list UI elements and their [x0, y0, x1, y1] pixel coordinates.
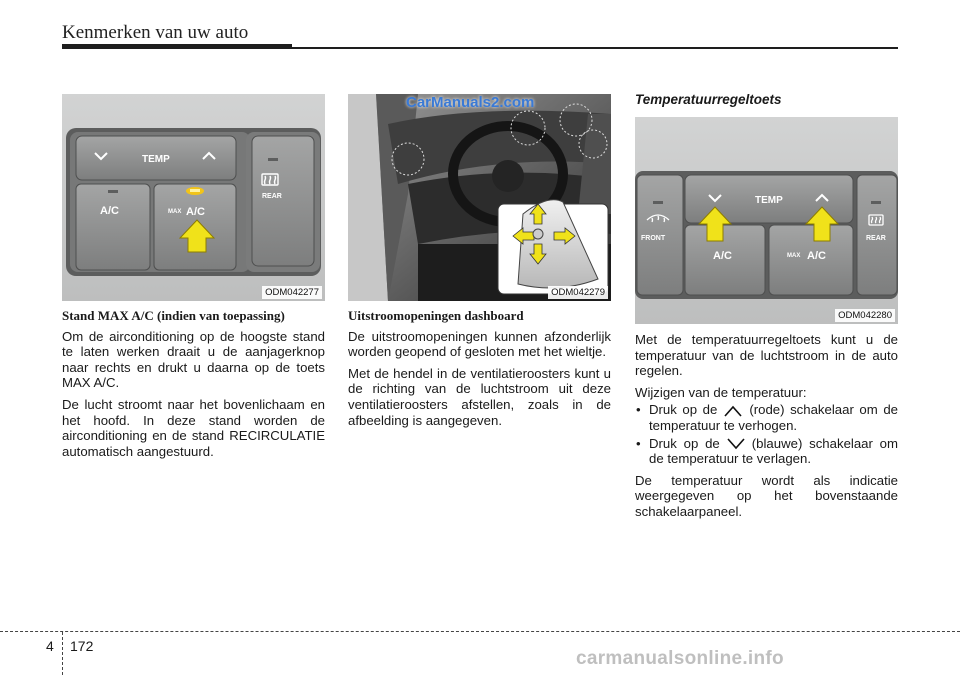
watermark-bottom: carmanualsonline.info: [576, 648, 784, 669]
figure-code: ODM042277: [262, 286, 322, 299]
paragraph: De uitstroomopeningen kunnen afzonderlijk worden geopend of gesloten met het wieltje.: [348, 328, 611, 360]
fig1-ac-label: A/C: [100, 205, 119, 217]
paragraph: Met de hendel in de ventilatieroosters kunt u de richting van de luchtstroom uit deze ventilatieroosters afstellen, zoals in de afbeelding is aangegeven.: [348, 365, 611, 428]
column-max-ac: [62, 308, 325, 465]
fig3-ac-label: A/C: [713, 250, 732, 262]
figure-dashboard-vents: [348, 94, 611, 301]
paragraph: Met de temperatuurregeltoets kunt u de temperatuur van de luchtstroom in de auto regelen.: [635, 332, 898, 379]
footer-divider: [62, 632, 63, 675]
header-line: [292, 47, 898, 49]
figure-temperature: [635, 117, 898, 324]
column-vents: [348, 308, 611, 434]
figure-max-ac: [62, 94, 325, 301]
chevron-up-icon: [723, 404, 743, 418]
fig3-maxac-label: A/C: [807, 250, 826, 262]
fig3-temp-label: TEMP: [755, 195, 783, 206]
header-title: Kenmerken van uw auto: [62, 22, 249, 43]
section-heading-temperature: Temperatuurregeltoets: [635, 92, 782, 107]
section-heading: Stand MAX A/C (indien van toepassing): [62, 308, 285, 323]
figure-code: ODM042279: [548, 286, 608, 299]
page-number: 172: [70, 638, 94, 654]
watermark-top: CarManuals2.com: [406, 94, 535, 111]
fig3-rear-label: REAR: [866, 235, 886, 242]
fig1-maxac-label: A/C: [186, 206, 205, 218]
fig3-front-label: FRONT: [641, 235, 666, 242]
paragraph: Om de airconditioning op de hoogste stand te laten werken draait u de aanjagerknop naar rechts en drukt u daarna op de toets MAX A/C.: [62, 328, 325, 391]
footer-line: [0, 631, 960, 632]
section-heading: Uitstroomopeningen dashboard: [348, 308, 524, 323]
fig3-max-label: MAX: [787, 253, 801, 259]
bullet-list: [635, 402, 898, 466]
fig1-max-label: MAX: [168, 209, 182, 215]
list-item: • Druk op de (rode) schakelaar om de temperatuur te verhogen.: [635, 402, 898, 433]
paragraph: De temperatuur wordt als indicatie weergegeven op het bovenstaande schakelaarpaneel.: [635, 472, 898, 519]
column-temperature: [635, 332, 898, 526]
chevron-down-icon: [726, 437, 746, 451]
chapter-number: 4: [46, 638, 54, 654]
list-item: • Druk op de (blauwe) schakelaar om de temperatuur te verlagen.: [635, 436, 898, 467]
header-bar: [62, 44, 292, 49]
paragraph: De lucht stroomt naar het bovenlichaam en het hoofd. In deze stand worden de airconditioning en de stand RECIRCULATIE automatisch aangestuurd.: [62, 396, 325, 459]
figure-code: ODM042280: [835, 309, 895, 322]
fig1-rear-label: REAR: [262, 193, 282, 200]
fig1-temp-label: TEMP: [142, 154, 170, 165]
paragraph: Wijzigen van de temperatuur:: [635, 384, 807, 400]
